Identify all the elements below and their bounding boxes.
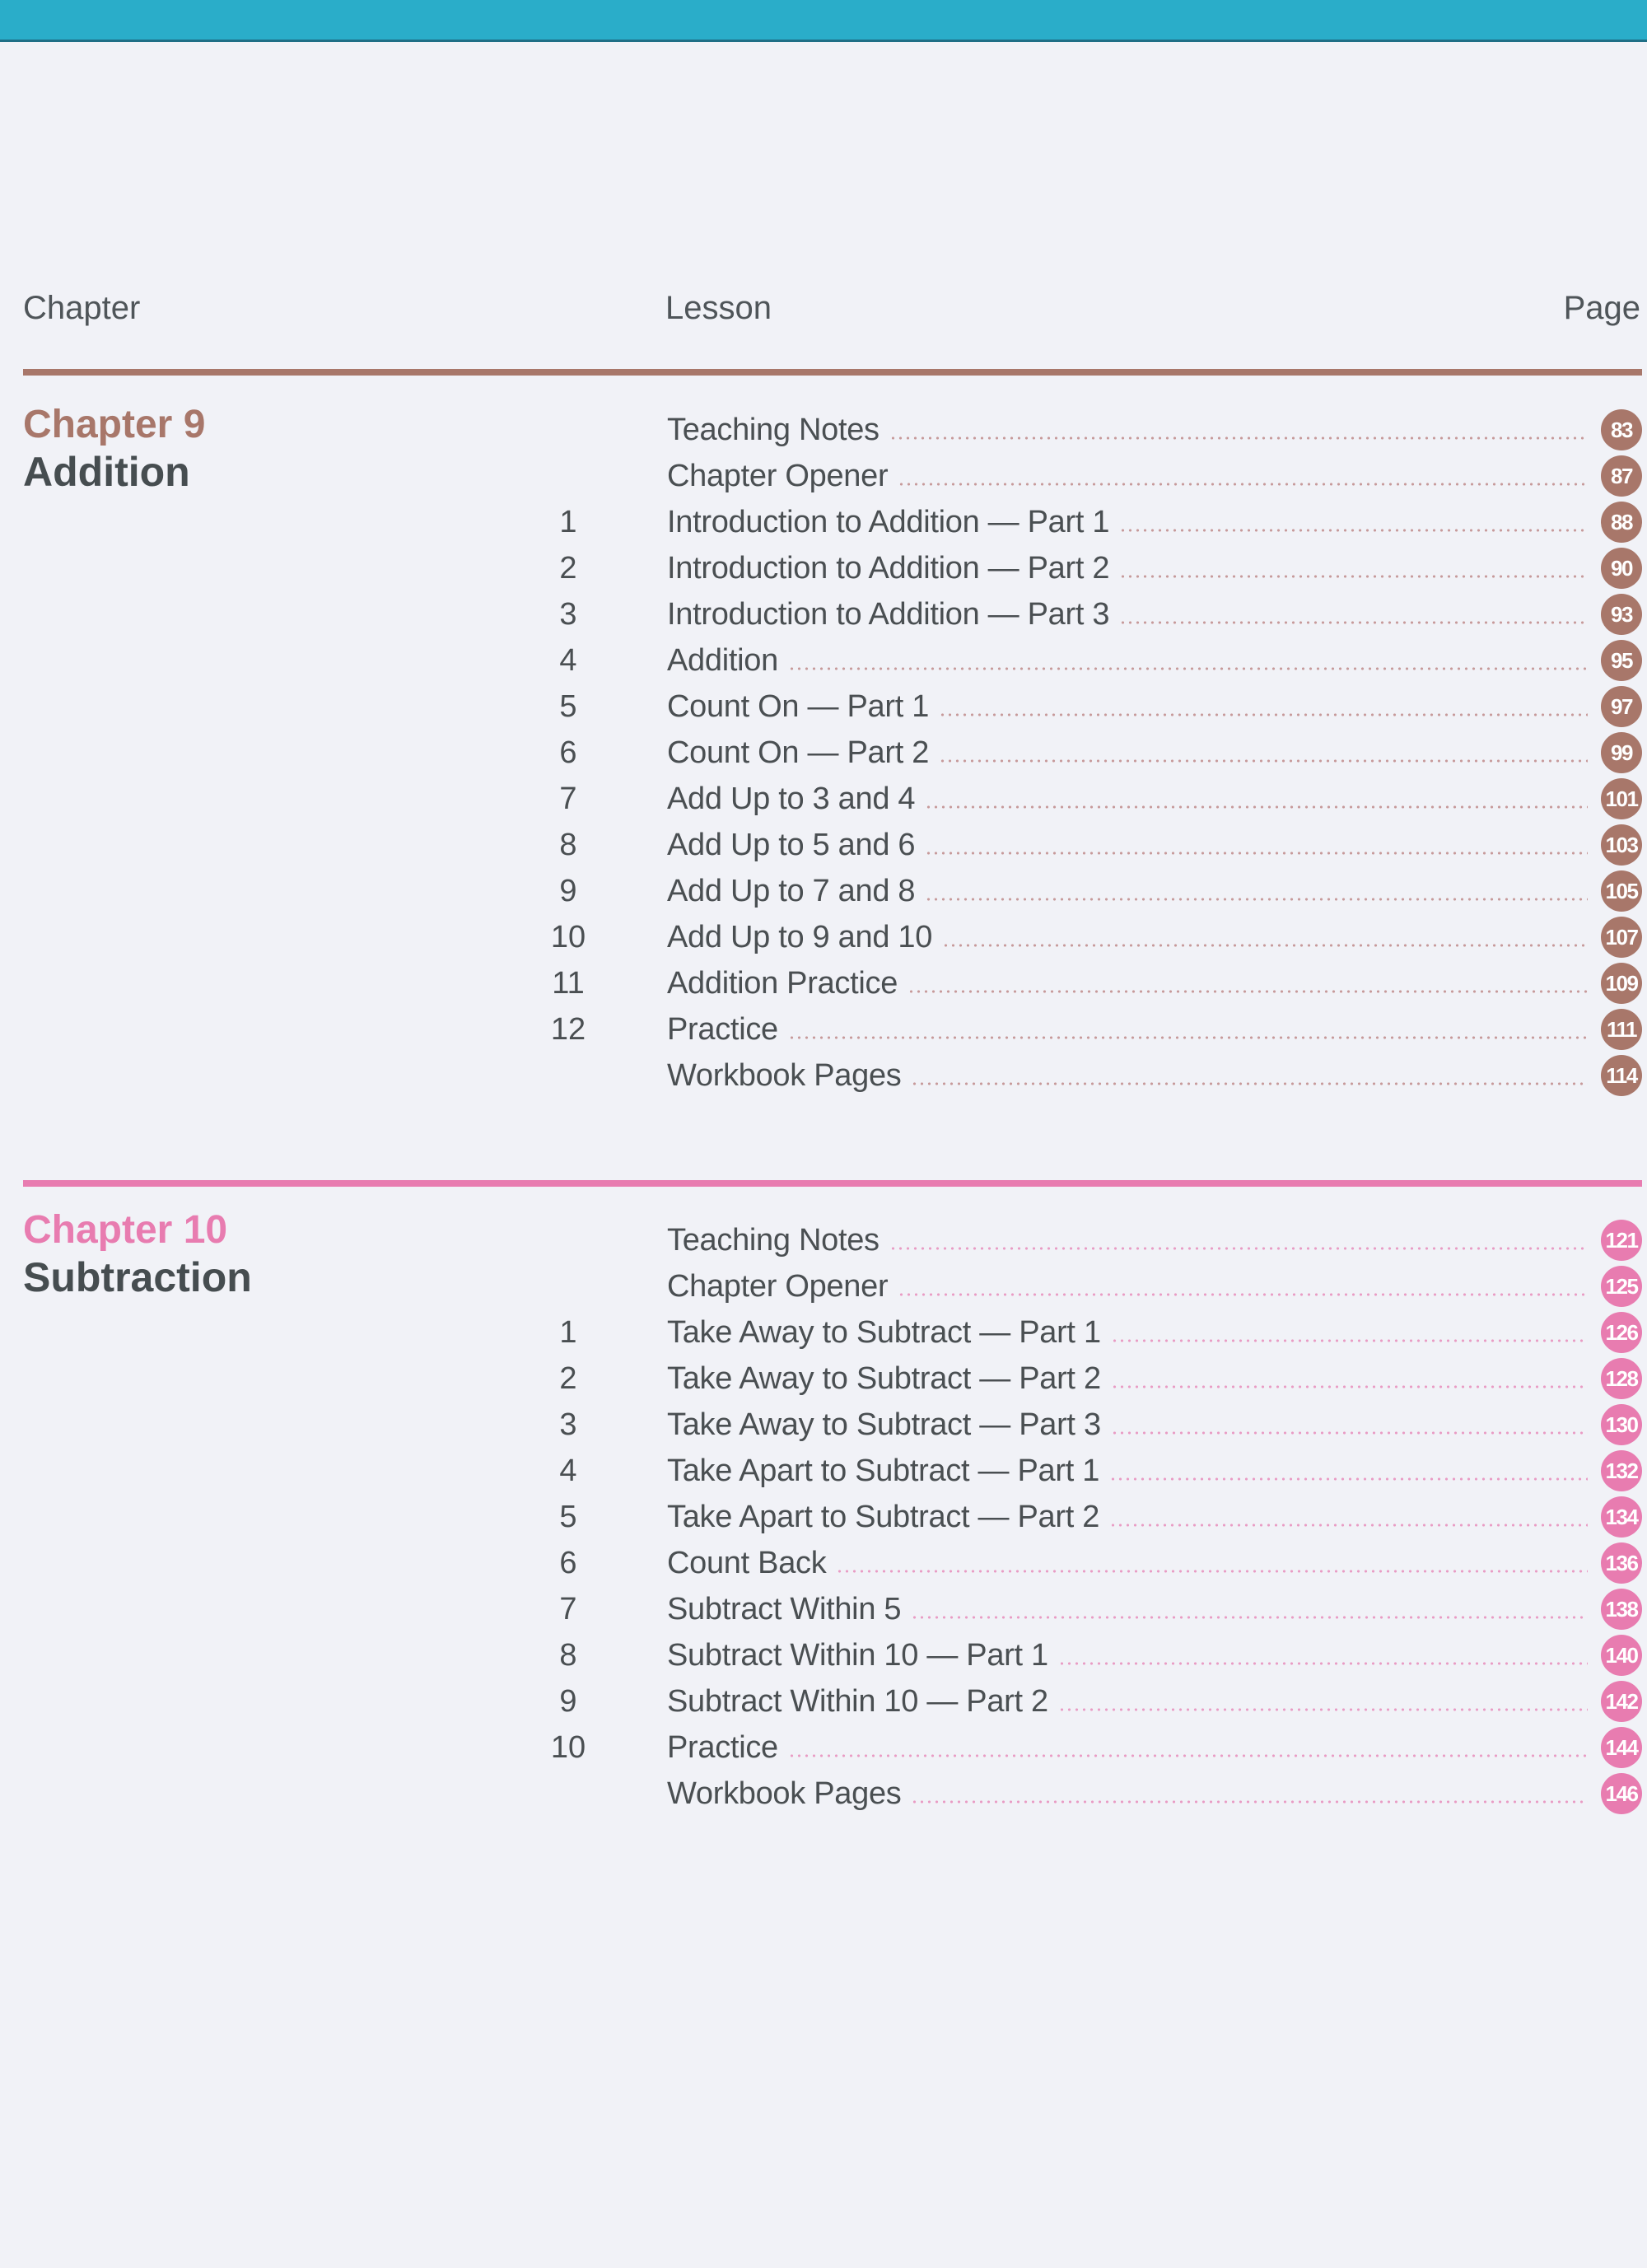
lesson-title[interactable]: Add Up to 5 and 6: [667, 827, 916, 862]
lesson-title[interactable]: Teaching Notes: [667, 412, 879, 447]
column-header-page: Page: [1563, 290, 1640, 326]
dot-leader: [788, 1754, 1588, 1757]
page-number-badge[interactable]: 101: [1601, 778, 1642, 819]
lesson-number: 5: [559, 1500, 577, 1534]
chapter-9-divider: [23, 369, 1642, 376]
page-number-badge[interactable]: 114: [1601, 1055, 1642, 1096]
lesson-number: 2: [559, 1361, 577, 1396]
top-color-banner: [0, 0, 1647, 42]
column-header-lesson: Lesson: [665, 290, 772, 326]
page-number-badge[interactable]: 132: [1601, 1450, 1642, 1491]
page-number-badge[interactable]: 90: [1601, 548, 1642, 589]
lesson-title-wrap: [667, 499, 1588, 545]
lesson-title-wrap: [667, 1052, 1588, 1099]
lesson-title[interactable]: Practice: [667, 1729, 778, 1765]
lesson-title[interactable]: Chapter Opener: [667, 1268, 889, 1304]
lesson-title[interactable]: Take Away to Subtract — Part 2: [667, 1360, 1101, 1396]
lesson-title[interactable]: Take Away to Subtract — Part 1: [667, 1314, 1101, 1350]
page-number-badge[interactable]: 93: [1601, 594, 1642, 635]
page-number-badge[interactable]: 103: [1601, 824, 1642, 866]
page-number-badge[interactable]: 121: [1601, 1220, 1642, 1261]
toc-lesson-row[interactable]: [0, 730, 1647, 776]
dot-leader: [911, 1800, 1588, 1804]
lesson-number: 9: [559, 874, 577, 908]
lesson-title[interactable]: Practice: [667, 1011, 778, 1047]
dot-leader: [942, 944, 1588, 947]
page-number-badge[interactable]: 107: [1601, 917, 1642, 958]
lesson-title[interactable]: Chapter Opener: [667, 458, 889, 493]
toc-lesson-row[interactable]: [0, 1309, 1647, 1356]
dot-leader: [788, 1036, 1588, 1039]
toc-lesson-row[interactable]: [0, 1052, 1647, 1099]
toc-lesson-row[interactable]: [0, 1263, 1647, 1309]
page-number-badge[interactable]: 109: [1601, 963, 1642, 1004]
dot-leader: [1119, 621, 1588, 624]
toc-lesson-row[interactable]: [0, 637, 1647, 684]
page-number-badge[interactable]: 138: [1601, 1589, 1642, 1630]
toc-lesson-row[interactable]: [0, 1678, 1647, 1724]
lesson-title-wrap: [667, 591, 1588, 637]
lesson-title[interactable]: Subtract Within 5: [667, 1591, 902, 1626]
dot-leader: [889, 1247, 1588, 1250]
lesson-title-wrap: [667, 545, 1588, 591]
lesson-title-wrap: [667, 684, 1588, 730]
lesson-title[interactable]: Workbook Pages: [667, 1057, 902, 1093]
lesson-title[interactable]: Subtract Within 10 — Part 2: [667, 1683, 1048, 1719]
page-number-badge[interactable]: 126: [1601, 1312, 1642, 1353]
lesson-title-wrap: [667, 776, 1588, 822]
dot-leader: [939, 713, 1588, 716]
toc-lesson-row[interactable]: [0, 960, 1647, 1006]
lesson-title[interactable]: Addition Practice: [667, 965, 898, 1001]
lesson-title-wrap: [667, 1309, 1588, 1356]
lesson-title[interactable]: Add Up to 7 and 8: [667, 873, 916, 908]
lesson-number: 8: [559, 1638, 577, 1673]
page-number-badge[interactable]: 130: [1601, 1404, 1642, 1445]
dot-leader: [1109, 1477, 1588, 1481]
dot-leader: [1119, 575, 1588, 578]
page-number-badge[interactable]: 97: [1601, 686, 1642, 727]
page-number-badge[interactable]: 140: [1601, 1635, 1642, 1676]
chapter-10-divider: [23, 1180, 1642, 1187]
dot-leader: [939, 759, 1588, 763]
page-number-badge[interactable]: 95: [1601, 640, 1642, 681]
lesson-title-wrap: [667, 1263, 1588, 1309]
chapter-number: Chapter 10: [23, 1208, 228, 1252]
page-number-badge[interactable]: 105: [1601, 870, 1642, 912]
page-number-badge[interactable]: 83: [1601, 409, 1642, 450]
lesson-number: 7: [559, 782, 577, 816]
lesson-title[interactable]: Count On — Part 1: [667, 688, 930, 724]
toc-lesson-row[interactable]: [0, 407, 1647, 453]
lesson-title-wrap: [667, 1724, 1588, 1771]
toc-lesson-row[interactable]: [0, 545, 1647, 591]
dot-leader: [925, 805, 1588, 809]
lesson-number: 8: [559, 828, 577, 862]
lesson-title[interactable]: Introduction to Addition — Part 1: [667, 504, 1110, 539]
lesson-title-wrap: [667, 1678, 1588, 1724]
dot-leader: [1119, 529, 1588, 532]
dot-leader: [1058, 1708, 1588, 1711]
lesson-number: 7: [559, 1592, 577, 1626]
lesson-title[interactable]: Add Up to 3 and 4: [667, 781, 916, 816]
chapter-name: Addition: [23, 449, 190, 495]
toc-lesson-row[interactable]: [0, 1586, 1647, 1632]
lesson-title-wrap: [667, 1771, 1588, 1817]
lesson-title-wrap: [667, 1217, 1588, 1263]
dot-leader: [1111, 1339, 1588, 1342]
lesson-number: 4: [559, 1454, 577, 1488]
lesson-title[interactable]: Teaching Notes: [667, 1222, 879, 1258]
lesson-title-wrap: [667, 1586, 1588, 1632]
dot-leader: [911, 1082, 1588, 1085]
page-number-badge[interactable]: 144: [1601, 1727, 1642, 1768]
lesson-title-wrap: [667, 1006, 1588, 1052]
lesson-title-wrap: [667, 1632, 1588, 1678]
dot-leader: [1109, 1524, 1588, 1527]
toc-lesson-row[interactable]: [0, 1006, 1647, 1052]
toc-lesson-row[interactable]: [0, 1402, 1647, 1448]
lesson-number: 10: [550, 920, 586, 954]
lesson-title-wrap: [667, 1540, 1588, 1586]
dot-leader: [1111, 1431, 1588, 1435]
lesson-number: 3: [559, 1407, 577, 1442]
lesson-number: 12: [550, 1012, 586, 1047]
lesson-title[interactable]: Take Apart to Subtract — Part 2: [667, 1499, 1100, 1534]
dot-leader: [836, 1570, 1588, 1573]
page-number-badge[interactable]: 87: [1601, 455, 1642, 497]
toc-lesson-row[interactable]: [0, 1632, 1647, 1678]
dot-leader: [925, 898, 1588, 901]
lesson-number: 6: [559, 1546, 577, 1580]
lesson-number: 2: [559, 551, 577, 586]
toc-lesson-row[interactable]: [0, 822, 1647, 868]
lesson-title[interactable]: Take Away to Subtract — Part 3: [667, 1407, 1101, 1442]
lesson-title-wrap: [667, 637, 1588, 684]
dot-leader: [925, 852, 1588, 855]
page-number-badge[interactable]: 111: [1601, 1009, 1642, 1050]
toc-lesson-row[interactable]: [0, 1448, 1647, 1494]
lesson-title-wrap: [667, 407, 1588, 453]
toc-lesson-row[interactable]: [0, 1217, 1647, 1263]
toc-lesson-row[interactable]: [0, 914, 1647, 960]
toc-lesson-row[interactable]: [0, 1771, 1647, 1817]
page-number-badge[interactable]: 146: [1601, 1773, 1642, 1814]
lesson-title-wrap: [667, 1448, 1588, 1494]
lesson-number: 6: [559, 735, 577, 770]
lesson-title[interactable]: Introduction to Addition — Part 3: [667, 596, 1110, 632]
lesson-number: 11: [552, 966, 585, 1001]
lesson-number: 1: [559, 505, 577, 539]
lesson-title-wrap: [667, 1494, 1588, 1540]
toc-lesson-row[interactable]: [0, 1494, 1647, 1540]
lesson-title-wrap: [667, 960, 1588, 1006]
lesson-title-wrap: [667, 1356, 1588, 1402]
toc-lesson-row[interactable]: [0, 776, 1647, 822]
lesson-title[interactable]: Take Apart to Subtract — Part 1: [667, 1453, 1100, 1488]
column-header-chapter: Chapter: [23, 290, 141, 326]
lesson-number: 9: [559, 1684, 577, 1719]
toc-lesson-row[interactable]: [0, 1724, 1647, 1771]
lesson-number: 1: [559, 1315, 577, 1350]
page-number-badge[interactable]: 88: [1601, 502, 1642, 543]
chapter-number: Chapter 9: [23, 403, 206, 446]
dot-leader: [898, 483, 1588, 486]
toc-lesson-row[interactable]: [0, 1356, 1647, 1402]
dot-leader: [911, 1616, 1588, 1619]
lesson-number: 3: [559, 597, 577, 632]
dot-leader: [788, 667, 1588, 670]
lesson-title-wrap: [667, 730, 1588, 776]
dot-leader: [898, 1293, 1588, 1296]
lesson-title-wrap: [667, 453, 1588, 499]
lesson-title-wrap: [667, 868, 1588, 914]
chapter-name: Subtraction: [23, 1254, 252, 1300]
page-number-badge[interactable]: 142: [1601, 1681, 1642, 1722]
lesson-number: 4: [559, 643, 577, 678]
toc-lesson-row[interactable]: [0, 591, 1647, 637]
page-number-badge[interactable]: 125: [1601, 1266, 1642, 1307]
lesson-title[interactable]: Introduction to Addition — Part 2: [667, 550, 1110, 586]
page-number-badge[interactable]: 134: [1601, 1496, 1642, 1538]
dot-leader: [1111, 1385, 1588, 1388]
lesson-title[interactable]: Add Up to 9 and 10: [667, 919, 933, 954]
dot-leader: [907, 990, 1588, 993]
page-number-badge[interactable]: 136: [1601, 1542, 1642, 1584]
lesson-number: 10: [550, 1730, 586, 1765]
lesson-title-wrap: [667, 1402, 1588, 1448]
lesson-title-wrap: [667, 914, 1588, 960]
lesson-title[interactable]: Addition: [667, 642, 778, 678]
lesson-title[interactable]: Count Back: [667, 1545, 827, 1580]
toc-lesson-row[interactable]: [0, 499, 1647, 545]
lesson-title-wrap: [667, 822, 1588, 868]
lesson-number: 5: [559, 689, 577, 724]
lesson-title[interactable]: Subtract Within 10 — Part 1: [667, 1637, 1048, 1673]
toc-lesson-row[interactable]: [0, 684, 1647, 730]
lesson-title[interactable]: Workbook Pages: [667, 1776, 902, 1811]
dot-leader: [1058, 1662, 1588, 1665]
page-number-badge[interactable]: 128: [1601, 1358, 1642, 1399]
toc-lesson-row[interactable]: [0, 453, 1647, 499]
page-number-badge[interactable]: 99: [1601, 732, 1642, 773]
toc-lesson-row[interactable]: [0, 868, 1647, 914]
lesson-title[interactable]: Count On — Part 2: [667, 735, 930, 770]
toc-lesson-row[interactable]: [0, 1540, 1647, 1586]
dot-leader: [889, 436, 1588, 440]
